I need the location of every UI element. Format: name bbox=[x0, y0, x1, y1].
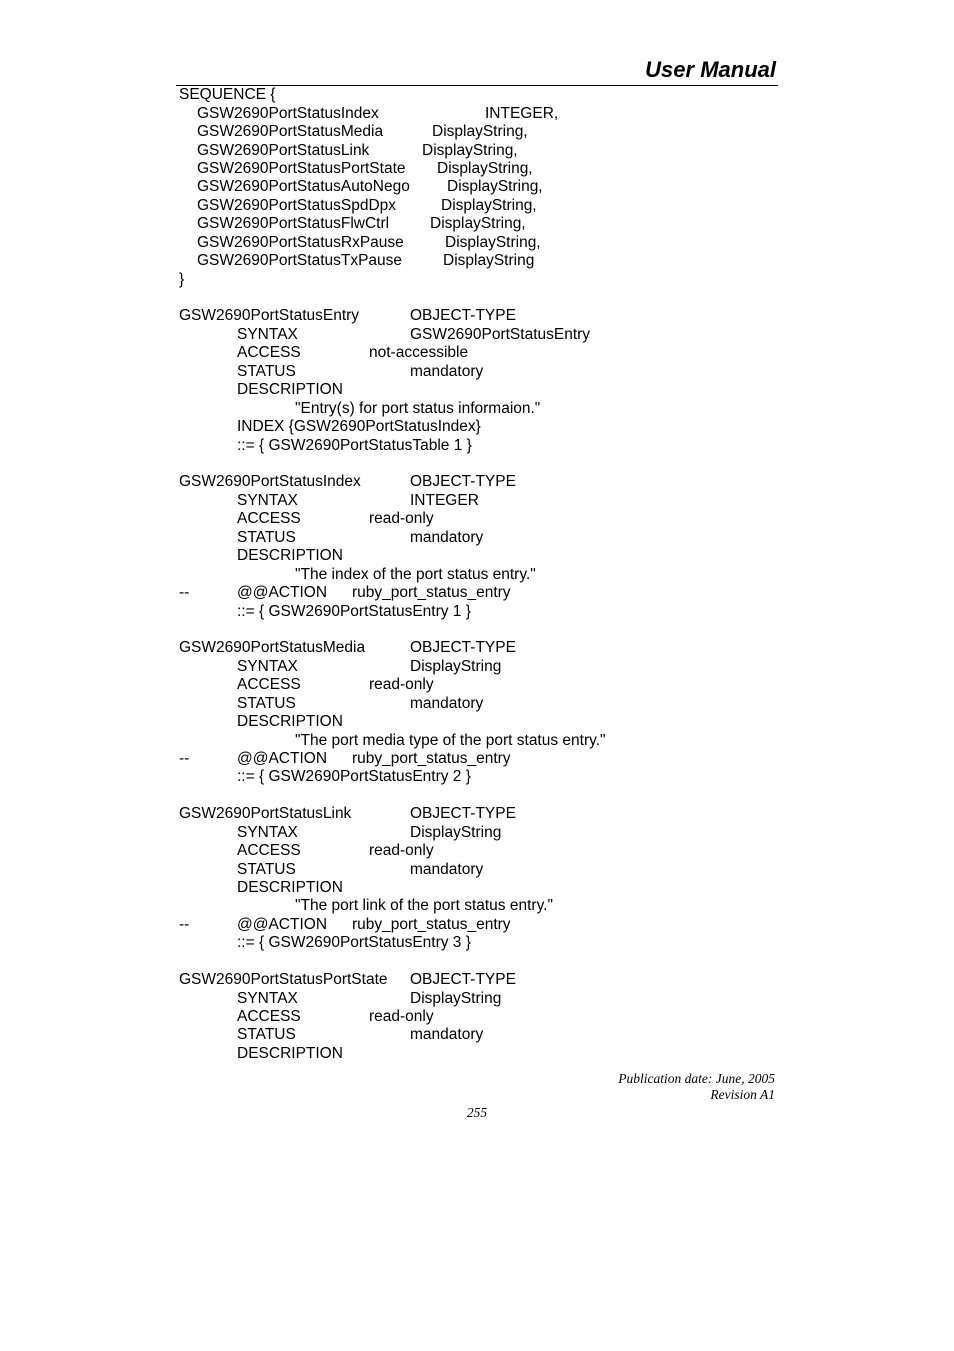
syntax-label: SYNTAX bbox=[237, 990, 298, 1007]
syntax-label: SYNTAX bbox=[237, 658, 298, 675]
object-name: GSW2690PortStatusLink bbox=[179, 805, 352, 822]
status-label: STATUS bbox=[237, 695, 296, 712]
access-label: ACCESS bbox=[237, 1008, 301, 1025]
sequence-field-type: DisplayString, bbox=[430, 215, 526, 232]
status-value: mandatory bbox=[410, 695, 484, 712]
description-label: DESCRIPTION bbox=[237, 1045, 343, 1062]
sequence-field-name: GSW2690PortStatusMedia bbox=[197, 123, 384, 140]
sequence-field-name: GSW2690PortStatusPortState bbox=[197, 160, 406, 177]
access-value: read-only bbox=[369, 676, 434, 693]
comment-marker: -- bbox=[179, 750, 190, 767]
description-label: DESCRIPTION bbox=[237, 381, 343, 398]
sequence-field-type: DisplayString, bbox=[432, 123, 528, 140]
syntax-value: GSW2690PortStatusEntry bbox=[410, 326, 591, 343]
object-name: GSW2690PortStatusEntry bbox=[179, 307, 360, 324]
syntax-label: SYNTAX bbox=[237, 492, 298, 509]
syntax-value: DisplayString bbox=[410, 990, 502, 1007]
status-label: STATUS bbox=[237, 861, 296, 878]
access-value: read-only bbox=[369, 1008, 434, 1025]
status-label: STATUS bbox=[237, 529, 296, 546]
action-value: ruby_port_status_entry bbox=[352, 584, 511, 601]
description-text: "The index of the port status entry." bbox=[295, 566, 536, 583]
action-label: @@ACTION bbox=[237, 750, 328, 767]
sequence-field-name: GSW2690PortStatusFlwCtrl bbox=[197, 215, 390, 232]
sequence-open: SEQUENCE { bbox=[179, 86, 276, 103]
object-type: OBJECT-TYPE bbox=[410, 473, 516, 490]
description-text: "Entry(s) for port status informaion." bbox=[295, 400, 541, 417]
sequence-field-type: DisplayString, bbox=[422, 142, 518, 159]
description-label: DESCRIPTION bbox=[237, 713, 343, 730]
revision: Revision A1 bbox=[710, 1087, 775, 1102]
access-label: ACCESS bbox=[237, 510, 301, 527]
sequence-field-type: DisplayString, bbox=[441, 197, 537, 214]
sequence-close: } bbox=[179, 271, 185, 288]
comment-marker: -- bbox=[179, 916, 190, 933]
object-type: OBJECT-TYPE bbox=[410, 805, 516, 822]
header-title: User Manual bbox=[645, 57, 776, 82]
sequence-field-name: GSW2690PortStatusIndex bbox=[197, 105, 379, 122]
sequence-field-type: INTEGER, bbox=[485, 105, 559, 122]
sequence-field-type: DisplayString bbox=[443, 252, 535, 269]
action-value: ruby_port_status_entry bbox=[352, 750, 511, 767]
index-clause: INDEX {GSW2690PortStatusIndex} bbox=[237, 418, 481, 435]
syntax-value: DisplayString bbox=[410, 658, 502, 675]
syntax-label: SYNTAX bbox=[237, 824, 298, 841]
access-value: not-accessible bbox=[369, 344, 469, 361]
page-header bbox=[176, 56, 778, 86]
object-name: GSW2690PortStatusMedia bbox=[179, 639, 366, 656]
syntax-value: INTEGER bbox=[410, 492, 479, 509]
syntax-label: SYNTAX bbox=[237, 326, 298, 343]
description-label: DESCRIPTION bbox=[237, 879, 343, 896]
syntax-value: DisplayString bbox=[410, 824, 502, 841]
sequence-field-name: GSW2690PortStatusRxPause bbox=[197, 234, 404, 251]
object-type: OBJECT-TYPE bbox=[410, 971, 516, 988]
page-number: 255 bbox=[466, 1105, 488, 1120]
assignment: ::= { GSW2690PortStatusTable 1 } bbox=[237, 437, 472, 454]
status-value: mandatory bbox=[410, 1026, 484, 1043]
action-label: @@ACTION bbox=[237, 584, 328, 601]
object-type: OBJECT-TYPE bbox=[410, 307, 516, 324]
status-value: mandatory bbox=[410, 861, 484, 878]
action-value: ruby_port_status_entry bbox=[352, 916, 511, 933]
description-label: DESCRIPTION bbox=[237, 547, 343, 564]
sequence-field-type: DisplayString, bbox=[445, 234, 541, 251]
access-label: ACCESS bbox=[237, 842, 301, 859]
assignment: ::= { GSW2690PortStatusEntry 2 } bbox=[237, 768, 471, 785]
sequence-field-name: GSW2690PortStatusLink bbox=[197, 142, 370, 159]
assignment: ::= { GSW2690PortStatusEntry 3 } bbox=[237, 934, 471, 951]
description-text: "The port link of the port status entry." bbox=[295, 897, 553, 914]
action-label: @@ACTION bbox=[237, 916, 328, 933]
access-label: ACCESS bbox=[237, 344, 301, 361]
object-name: GSW2690PortStatusIndex bbox=[179, 473, 361, 490]
assignment: ::= { GSW2690PortStatusEntry 1 } bbox=[237, 603, 471, 620]
publication-date: Publication date: June, 2005 bbox=[618, 1071, 775, 1086]
sequence-field-type: DisplayString, bbox=[447, 178, 543, 195]
sequence-field-name: GSW2690PortStatusAutoNego bbox=[197, 178, 410, 195]
sequence-field-type: DisplayString, bbox=[437, 160, 533, 177]
status-value: mandatory bbox=[410, 363, 484, 380]
status-label: STATUS bbox=[237, 363, 296, 380]
object-type: OBJECT-TYPE bbox=[410, 639, 516, 656]
access-value: read-only bbox=[369, 842, 434, 859]
sequence-field-name: GSW2690PortStatusTxPause bbox=[197, 252, 403, 269]
status-label: STATUS bbox=[237, 1026, 296, 1043]
object-name: GSW2690PortStatusPortState bbox=[179, 971, 388, 988]
access-value: read-only bbox=[369, 510, 434, 527]
access-label: ACCESS bbox=[237, 676, 301, 693]
sequence-field-name: GSW2690PortStatusSpdDpx bbox=[197, 197, 397, 214]
status-value: mandatory bbox=[410, 529, 484, 546]
comment-marker: -- bbox=[179, 584, 190, 601]
description-text: "The port media type of the port status entry." bbox=[295, 732, 606, 749]
